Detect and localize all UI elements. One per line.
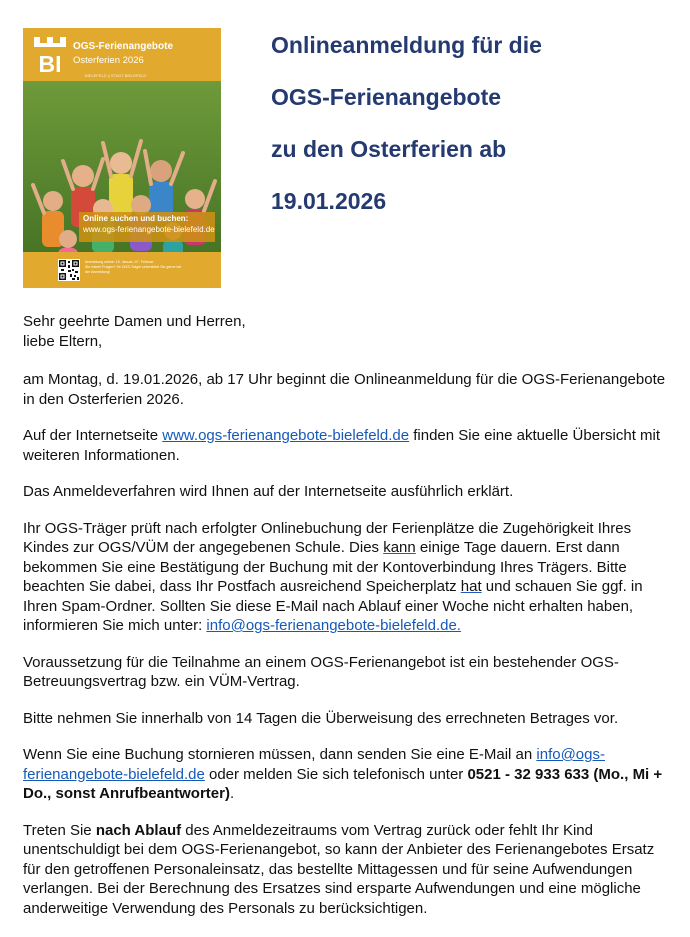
confirmation-text-a: Ihr OGS-Träger prüft nach erfolgter Onlinebuchung der Ferienplätze die Zugehörigkeit Ihres Kindes zur OGS/VÜM der angegebenen Schule. Dies [23, 519, 632, 556]
heading-line-1: Onlineanmeldung für die [271, 32, 542, 58]
paragraph-requirement: Voraussetzung für die Teilnahme an einem OGS-Ferienangebot ist ein bestehender OGS-Betreuungsvertrag bzw. ein VÜM-Vertrag. [23, 653, 619, 690]
withdrawal-text-pre: Treten Sie [23, 821, 96, 839]
withdrawal-bold: nach Ablauf [95, 821, 182, 839]
paragraph-start-date: am Montag, d. 19.01.2026, ab 17 Uhr beginnt die Onlineanmeldung für die OGS-Ferienangebote in den Osterferien 2026. [23, 371, 666, 408]
salutation-line-1: Sehr geehrte Damen und Herren, [23, 313, 246, 330]
flyer-note-line3: der Anmeldung! [85, 269, 111, 274]
heading-line-4: 19.01.2026 [271, 188, 387, 214]
website-text-pre: Auf der Internetseite [23, 427, 163, 444]
flyer-title: OGS-Ferienangebote [73, 41, 174, 52]
contact-email-link[interactable]: info@ogs-ferienangebote-bielefeld.de. [206, 617, 461, 634]
flyer-band-line2: www.ogs-ferienangebote-bielefeld.de [83, 225, 215, 234]
flyer-cover-image [23, 28, 221, 288]
flyer-note [85, 260, 217, 275]
salutation-line-2: liebe Eltern, [23, 332, 103, 350]
paragraph-payment: Bitte nehmen Sie innerhalb von 14 Tagen die Überweisung des errechneten Betrages vor. [23, 709, 619, 727]
flyer-band-line1: Online suchen und buchen: [83, 214, 189, 223]
cancellation-text-pre: Wenn Sie eine Buchung stornieren müssen, dann senden Sie eine E-Mail an [23, 746, 537, 763]
qr-code-icon [58, 259, 80, 281]
paragraph-cancellation [23, 745, 673, 804]
flyer-web-band [79, 212, 215, 242]
flyer-title-block [73, 41, 221, 66]
flyer-note-line2: Sie haben Fragen? Ihr OGS-Träger unterstützt Sie gerne bei [85, 264, 182, 269]
cancellation-email-link[interactable]: info@ogs-ferienangebote-bielefeld.de [23, 746, 605, 783]
flyer-note-line1: Anmeldung online: 19. Januar–07. Februar [85, 260, 154, 264]
logo-text: BI [38, 51, 62, 75]
salutation [23, 312, 673, 351]
flyer-small-text: BIELEFELD || STADT BIELEFELD [85, 73, 147, 78]
cancellation-text-end: . [229, 785, 235, 802]
flyer-subtitle: Osterferien 2026 [73, 55, 144, 66]
paragraph-withdrawal [23, 821, 673, 919]
bielefeld-logo-icon [32, 35, 68, 75]
paragraph-procedure: Das Anmeldeverfahren wird Ihnen auf der Internetseite ausführlich erklärt. [23, 483, 514, 500]
confirmation-text-c: und schauen Sie ggf. in Ihren Spam-Ordner. Sollten Sie diese E-Mail nach Ablauf einer Woche nicht erhalten haben, informieren Sie mich unter: [23, 578, 643, 634]
paragraph-website [23, 426, 673, 465]
cancellation-text-mid: oder melden Sie sich telefonisch unter [204, 765, 468, 783]
confirmation-word-hat: hat [460, 578, 482, 595]
letter-body [23, 312, 673, 918]
confirmation-text-b: einige Tage dauern. Erst dann bekommen Sie eine Bestätigung der Buchung mit der Kontoverbindung Ihres Trägers. Bitte beachten Sie dabei, dass Ihr Postfach ausreichend Speicherplatz [23, 539, 627, 595]
website-text-post: finden Sie eine aktuelle Übersicht mit weiteren Informationen. [23, 427, 661, 464]
confirmation-word-kann: kann [383, 539, 416, 556]
page-heading [271, 32, 542, 240]
withdrawal-text-post: des Anmeldezeitraums vom Vertrag zurück oder fehlt Ihr Kind unentschuldigt bei dem OGS-Ferienangebot, so kann der Anbieter des Ferienangebotes Ersatz für den getroffenen Personaleinsatz, das bestellte Mittagessen und für seine Aufwendungen verlangen. Bei der Berechnung des Ersatzes sind ersparte Aufwendungen und eine mögliche anderweitige Verwendung des Personals zu berücksichtigen. [23, 821, 655, 917]
website-link[interactable]: www.ogs-ferienangebote-bielefeld.de [162, 427, 410, 444]
heading-line-2: OGS-Ferienangebote [271, 84, 502, 110]
phone-number: 0521 - 32 933 633 (Mo., Mi + Do., sonst Anrufbeantworter) [23, 765, 663, 802]
paragraph-confirmation [23, 519, 673, 636]
heading-line-3: zu den Osterferien ab [271, 136, 507, 162]
